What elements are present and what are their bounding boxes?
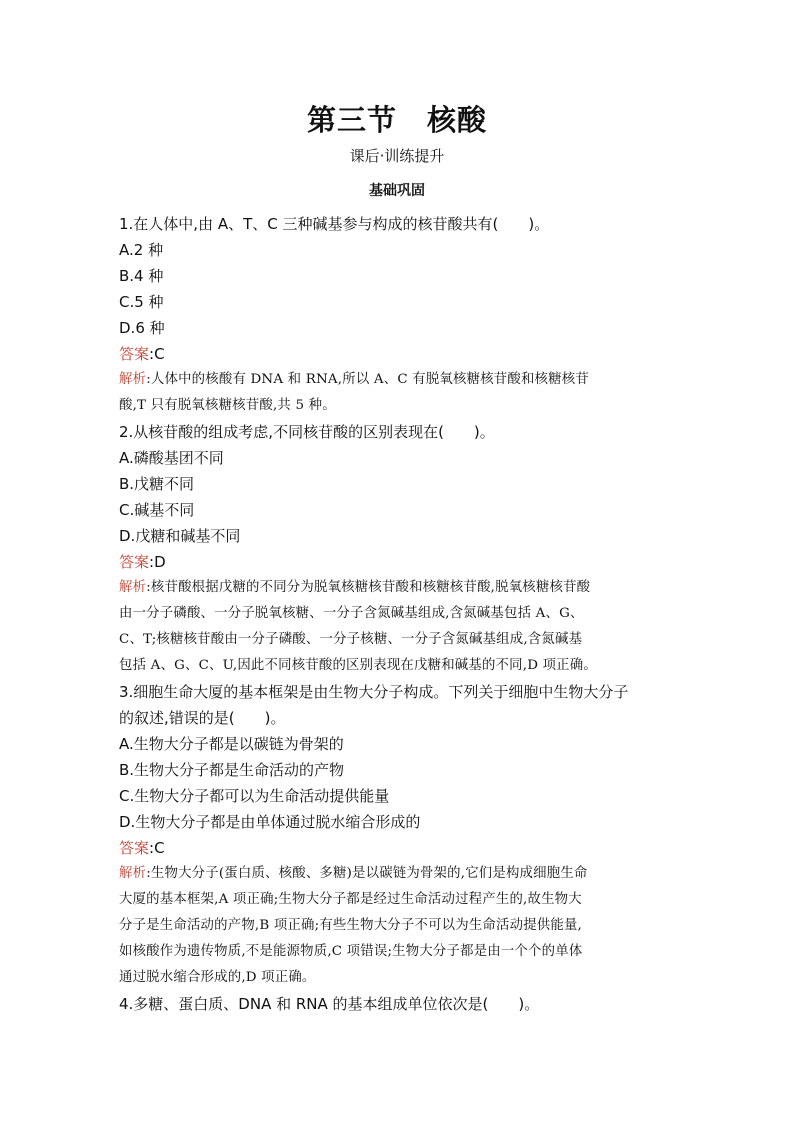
answer-label: 答案 xyxy=(119,839,150,857)
section-heading: 基础巩固 xyxy=(369,183,425,199)
analysis-line xyxy=(119,367,679,393)
title-section-number: 第三节 xyxy=(306,103,397,137)
analysis-line: 酸,T 只有脱氧核糖核苷酸,共 5 种。 xyxy=(119,398,336,413)
analysis-line: 包括 A、G、C、U,因此不同核苷酸的区别表现在戊糖和碱基的不同,D 项正确。 xyxy=(119,658,597,673)
question-list xyxy=(119,211,679,1017)
option-b: B.戊糖不同 xyxy=(119,475,195,493)
question-1 xyxy=(119,211,679,419)
option-d: D.6 种 xyxy=(119,319,165,337)
option-a: A.生物大分子都是以碳链为骨架的 xyxy=(119,735,344,753)
analysis-line: 分子是生命活动的产物,B 项正确;有些生物大分子不可以为生命活动提供能量, xyxy=(119,918,583,933)
answer-line xyxy=(119,835,679,861)
analysis-block xyxy=(119,575,679,679)
analysis-line xyxy=(119,575,679,601)
title-topic: 核酸 xyxy=(427,103,488,137)
analysis-line: 由一分子磷酸、一分子脱氧核糖、一分子含氮碱基组成,含氮碱基包括 A、G、 xyxy=(119,606,584,621)
question-stem-cont: 的叙述,错误的是( )。 xyxy=(119,709,286,727)
question-2 xyxy=(119,419,679,679)
page-subtitle: 课后·训练提升 xyxy=(349,147,445,165)
option-b: B.生物大分子都是生命活动的产物 xyxy=(119,761,345,779)
option-d: D.戊糖和碱基不同 xyxy=(119,527,241,545)
option-b: B.4 种 xyxy=(119,267,164,285)
analysis-line: 如核酸作为遗传物质,不是能源物质,C 项错误;生物大分子都是由一个个的单体 xyxy=(119,944,583,959)
option-a: A.2 种 xyxy=(119,241,164,259)
question-3 xyxy=(119,679,679,991)
answer-line xyxy=(119,341,679,367)
option-c: C.碱基不同 xyxy=(119,501,195,519)
analysis-label: 解析 xyxy=(119,372,147,387)
analysis-label: 解析 xyxy=(119,580,147,595)
analysis-line: C、T;核糖核苷酸由一分子磷酸、一分子核糖、一分子含氮碱基组成,含氮碱基 xyxy=(119,632,583,647)
answer-value: :C xyxy=(149,839,165,857)
option-a: A.磷酸基团不同 xyxy=(119,449,224,467)
analysis-text: :生物大分子(蛋白质、核酸、多糖)是以碳链为骨架的,它们是构成细胞生命 xyxy=(146,866,588,881)
question-4 xyxy=(119,991,679,1017)
answer-value: :C xyxy=(149,345,165,363)
question-stem: 4.多糖、蛋白质、DNA 和 RNA 的基本组成单位依次是( )。 xyxy=(119,995,540,1013)
question-stem: 3.细胞生命大厦的基本框架是由生物大分子构成。下列关于细胞中生物大分子 xyxy=(119,683,629,701)
question-stem: 2.从核苷酸的组成考虑,不同核苷酸的区别表现在( )。 xyxy=(119,423,495,441)
option-c: C.生物大分子都可以为生命活动提供能量 xyxy=(119,787,390,805)
analysis-label: 解析 xyxy=(119,866,147,881)
analysis-text: :核苷酸根据戊糖的不同分为脱氧核糖核苷酸和核糖核苷酸,脱氧核糖核苷酸 xyxy=(146,580,591,595)
question-stem: 1.在人体中,由 A、T、C 三种碱基参与构成的核苷酸共有( )。 xyxy=(119,215,550,233)
analysis-text: :人体中的核酸有 DNA 和 RNA,所以 A、C 有脱氧核糖核苷酸和核糖核苷 xyxy=(146,372,589,387)
answer-line xyxy=(119,549,679,575)
page-title xyxy=(0,98,794,139)
option-d: D.生物大分子都是由单体通过脱水缩合形成的 xyxy=(119,813,421,831)
analysis-block xyxy=(119,367,679,419)
answer-value: :D xyxy=(149,553,166,571)
answer-label: 答案 xyxy=(119,345,150,363)
analysis-line xyxy=(119,861,679,887)
answer-label: 答案 xyxy=(119,553,150,571)
analysis-block xyxy=(119,861,679,991)
option-c: C.5 种 xyxy=(119,293,164,311)
analysis-line: 通过脱水缩合形成的,D 项正确。 xyxy=(119,970,316,985)
analysis-line: 大厦的基本框架,A 项正确;生物大分子都是经过生命活动过程产生的,故生物大 xyxy=(119,892,582,907)
